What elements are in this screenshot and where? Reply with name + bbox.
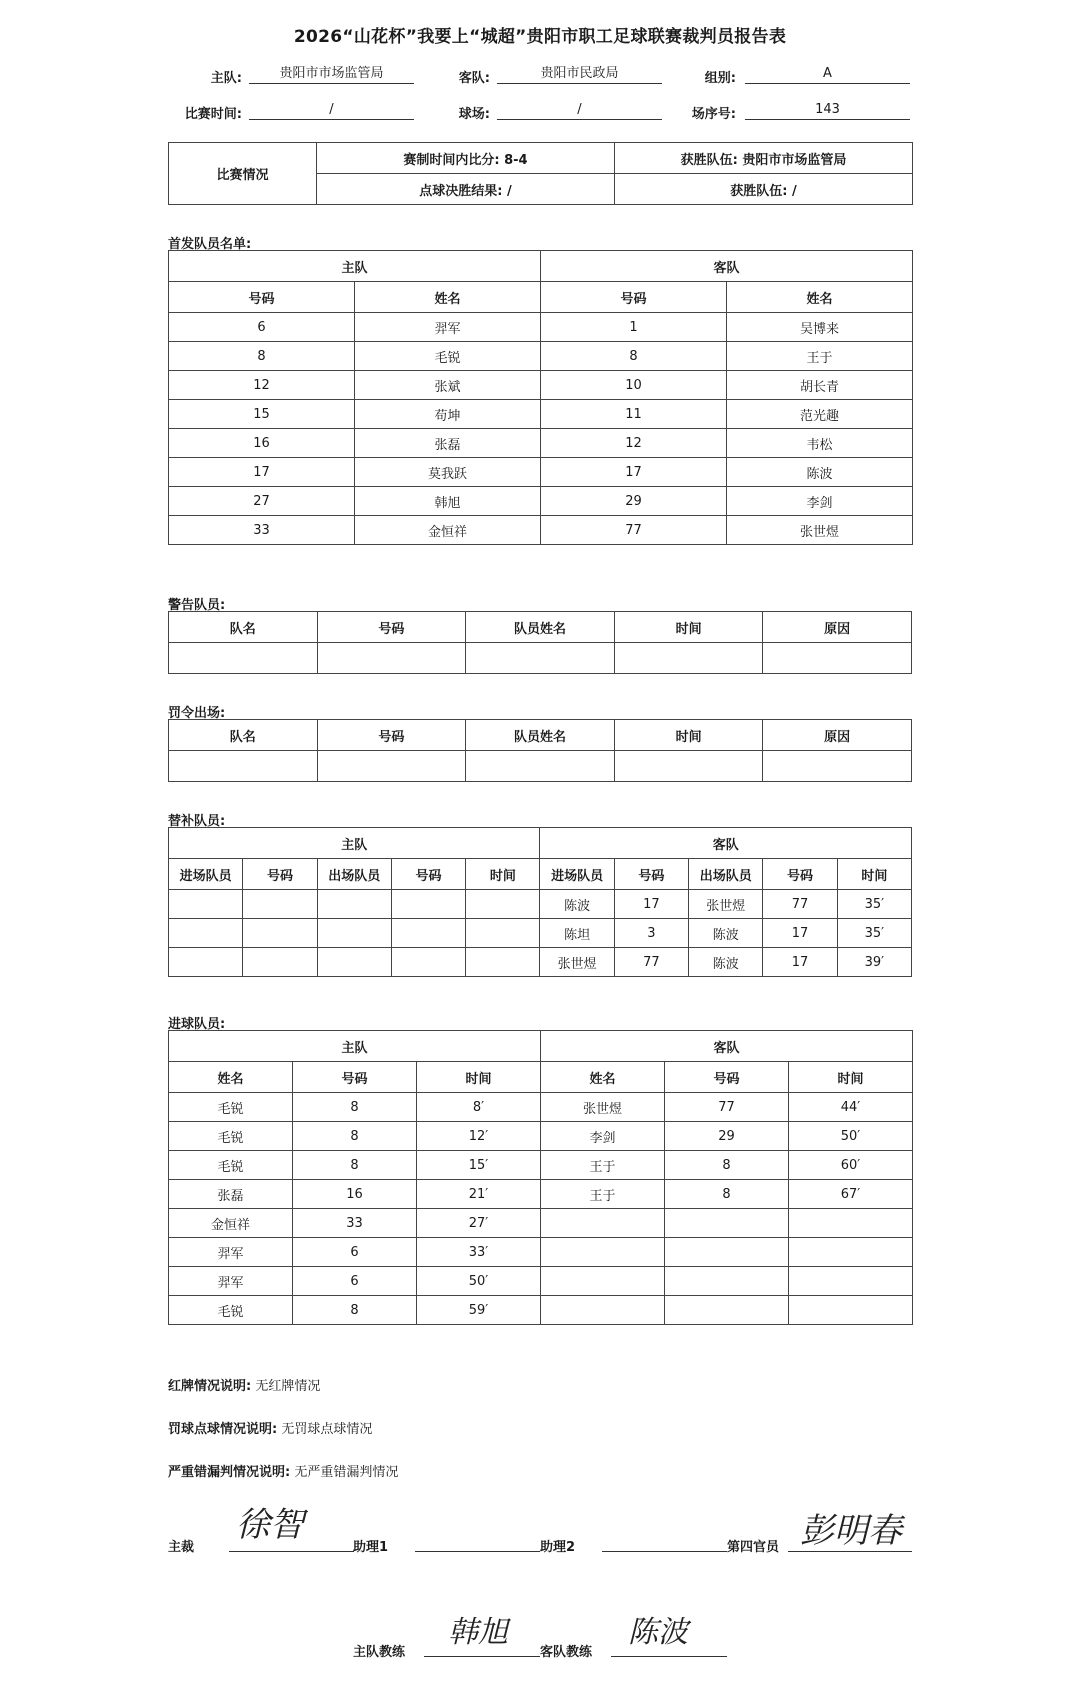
starter-home-name-cell: 韩旭 bbox=[355, 487, 541, 516]
starter-away-no-cell: 12 bbox=[541, 429, 727, 458]
home-team-label: 主队: bbox=[210, 71, 242, 86]
match-result-label: 比赛情况 bbox=[169, 143, 317, 205]
table-row bbox=[169, 1267, 913, 1296]
fourth-official-signature: 彭明春 bbox=[800, 1511, 902, 1551]
sendoffs-empty-row bbox=[169, 751, 912, 782]
table-row bbox=[169, 429, 913, 458]
subs-cell bbox=[169, 919, 243, 948]
subs-cell: 陈坦 bbox=[540, 919, 614, 948]
goals-cell: 王于 bbox=[541, 1151, 665, 1180]
subs-col-header: 时间 bbox=[466, 859, 540, 890]
subs-col-header: 时间 bbox=[837, 859, 911, 890]
goals-cell: 21′ bbox=[417, 1180, 541, 1209]
goals-cell: 毛锐 bbox=[169, 1151, 293, 1180]
home-coach-sign-line bbox=[424, 1656, 540, 1657]
starters-table bbox=[168, 250, 913, 545]
subs-col-header: 出场队员 bbox=[317, 859, 391, 890]
starter-away-no-cell: 8 bbox=[541, 342, 727, 371]
goals-table bbox=[168, 1030, 913, 1325]
winner-cell bbox=[615, 143, 913, 174]
goals-cell: 6 bbox=[293, 1267, 417, 1296]
goals-cell bbox=[541, 1267, 665, 1296]
table-row bbox=[169, 1122, 913, 1151]
subs-cell bbox=[243, 948, 317, 977]
goals-cell: 羿军 bbox=[169, 1267, 293, 1296]
subs-cell: 3 bbox=[614, 919, 688, 948]
warnings-col-header: 队员姓名 bbox=[466, 612, 615, 643]
sendoffs-table bbox=[168, 719, 912, 782]
starter-home-name-cell: 金恒祥 bbox=[355, 516, 541, 545]
subs-cell: 35′ bbox=[837, 890, 911, 919]
ar1-label: 助理1 bbox=[353, 1540, 389, 1555]
match-result-table bbox=[168, 142, 913, 205]
subs-cell bbox=[243, 890, 317, 919]
subs-cell bbox=[169, 948, 243, 977]
starter-away-name-cell: 张世煜 bbox=[727, 516, 913, 545]
table-row bbox=[169, 1296, 913, 1325]
starter-home-no-cell: 27 bbox=[169, 487, 355, 516]
goals-cell: 8 bbox=[293, 1296, 417, 1325]
penalty-note-value: 无罚球点球情况 bbox=[281, 1422, 373, 1437]
starter-home-name-cell: 苟坤 bbox=[355, 400, 541, 429]
table-row bbox=[169, 1093, 913, 1122]
match-time-value: / bbox=[249, 101, 414, 120]
goals-col-header: 号码 bbox=[665, 1062, 789, 1093]
match-number-value: 143 bbox=[745, 101, 910, 120]
goals-cell bbox=[541, 1238, 665, 1267]
sendoffs-col-header: 队员姓名 bbox=[466, 720, 615, 751]
subs-cell bbox=[169, 890, 243, 919]
table-row bbox=[169, 371, 913, 400]
goals-cell: 33 bbox=[293, 1209, 417, 1238]
goals-cell: 15′ bbox=[417, 1151, 541, 1180]
sendoffs-col-header: 号码 bbox=[317, 720, 466, 751]
starters-home-no-header: 号码 bbox=[169, 282, 355, 313]
goals-cell: 6 bbox=[293, 1238, 417, 1267]
starter-home-name-cell: 莫我跃 bbox=[355, 458, 541, 487]
starter-away-no-cell: 11 bbox=[541, 400, 727, 429]
warnings-col-header: 队名 bbox=[169, 612, 318, 643]
penalty-shootout-value: / bbox=[506, 183, 512, 199]
goals-cell bbox=[789, 1209, 913, 1238]
away-coach-sign-line bbox=[611, 1656, 727, 1657]
goals-cell: 50′ bbox=[789, 1122, 913, 1151]
starter-away-name-cell: 范光趣 bbox=[727, 400, 913, 429]
subs-cell bbox=[466, 890, 540, 919]
table-row bbox=[169, 400, 913, 429]
subs-col-header: 号码 bbox=[763, 859, 837, 890]
away-team-value: 贵阳市民政局 bbox=[497, 65, 662, 84]
goals-cell bbox=[665, 1267, 789, 1296]
subs-table bbox=[168, 827, 912, 977]
penalty-note-label: 罚球点球情况说明: bbox=[168, 1422, 278, 1437]
referee-signature: 徐智 bbox=[236, 1505, 304, 1545]
warnings-col-header: 号码 bbox=[317, 612, 466, 643]
table-row bbox=[169, 342, 913, 371]
subs-away-header: 客队 bbox=[540, 828, 912, 859]
starter-away-no-cell: 77 bbox=[541, 516, 727, 545]
goals-cell bbox=[789, 1296, 913, 1325]
subs-col-header: 出场队员 bbox=[689, 859, 763, 890]
warnings-header-row bbox=[169, 612, 912, 643]
starters-rows bbox=[169, 313, 913, 545]
goals-header-row bbox=[169, 1062, 913, 1093]
subs-header-row bbox=[169, 859, 912, 890]
goals-cell: 33′ bbox=[417, 1238, 541, 1267]
goals-cell: 50′ bbox=[417, 1267, 541, 1296]
subs-cell bbox=[317, 890, 391, 919]
subs-home-header: 主队 bbox=[169, 828, 540, 859]
regular-score-label: 赛制时间内比分: bbox=[403, 152, 500, 168]
subs-cell: 77 bbox=[614, 948, 688, 977]
subs-cell bbox=[466, 948, 540, 977]
goals-cell: 毛锐 bbox=[169, 1093, 293, 1122]
starter-home-no-cell: 15 bbox=[169, 400, 355, 429]
starter-away-name-cell: 韦松 bbox=[727, 429, 913, 458]
goals-col-header: 时间 bbox=[789, 1062, 913, 1093]
starter-home-name-cell: 张斌 bbox=[355, 371, 541, 400]
ar2-label: 助理2 bbox=[540, 1540, 576, 1555]
home-team-value: 贵阳市市场监管局 bbox=[249, 65, 414, 84]
goals-cell bbox=[541, 1296, 665, 1325]
error-note bbox=[168, 1461, 398, 1480]
goals-cell: 8 bbox=[665, 1151, 789, 1180]
starter-away-name-cell: 李剑 bbox=[727, 487, 913, 516]
regular-score-value: 8-4 bbox=[504, 152, 528, 168]
starter-home-name-cell: 毛锐 bbox=[355, 342, 541, 371]
subs-cell: 张世煜 bbox=[689, 890, 763, 919]
table-row bbox=[169, 1151, 913, 1180]
starter-home-no-cell: 8 bbox=[169, 342, 355, 371]
goals-cell: 张磊 bbox=[169, 1180, 293, 1209]
subs-section-label: 替补队员: bbox=[168, 814, 226, 829]
winner-label: 获胜队伍: bbox=[680, 152, 738, 168]
goals-cell bbox=[789, 1238, 913, 1267]
subs-cell bbox=[391, 919, 465, 948]
table-row bbox=[169, 948, 912, 977]
goals-cell bbox=[665, 1296, 789, 1325]
table-row bbox=[169, 919, 912, 948]
goals-cell: 60′ bbox=[789, 1151, 913, 1180]
goals-cell: 羿军 bbox=[169, 1238, 293, 1267]
subs-cell bbox=[466, 919, 540, 948]
red-card-label: 红牌情况说明: bbox=[168, 1379, 252, 1394]
subs-col-header: 进场队员 bbox=[540, 859, 614, 890]
red-card-note bbox=[168, 1375, 320, 1394]
starter-home-no-cell: 16 bbox=[169, 429, 355, 458]
goals-cell: 59′ bbox=[417, 1296, 541, 1325]
away-team-label: 客队: bbox=[458, 71, 490, 86]
goals-cell: 李剑 bbox=[541, 1122, 665, 1151]
starters-away-no-header: 号码 bbox=[541, 282, 727, 313]
table-row bbox=[169, 458, 913, 487]
table-row bbox=[169, 487, 913, 516]
table-row bbox=[169, 516, 913, 545]
error-note-label: 严重错漏判情况说明: bbox=[168, 1465, 291, 1480]
starters-section-label: 首发队员名单: bbox=[168, 237, 252, 252]
sendoffs-col-header: 时间 bbox=[614, 720, 763, 751]
sendoffs-col-header: 队名 bbox=[169, 720, 318, 751]
starter-away-name-cell: 吴博来 bbox=[727, 313, 913, 342]
subs-cell: 77 bbox=[763, 890, 837, 919]
home-coach-signature: 韩旭 bbox=[448, 1615, 508, 1650]
goals-cell: 毛锐 bbox=[169, 1296, 293, 1325]
page-title: 2026“山花杯”我要上“城超”贵阳市职工足球联赛裁判员报告表 bbox=[293, 27, 787, 47]
goals-cell: 张世煜 bbox=[541, 1093, 665, 1122]
sendoffs-section-label: 罚令出场: bbox=[168, 706, 226, 721]
starter-home-no-cell: 12 bbox=[169, 371, 355, 400]
table-row bbox=[169, 1209, 913, 1238]
goals-cell bbox=[665, 1238, 789, 1267]
venue-value: / bbox=[497, 101, 662, 120]
subs-cell: 陈波 bbox=[540, 890, 614, 919]
starter-away-no-cell: 17 bbox=[541, 458, 727, 487]
warnings-section-label: 警告队员: bbox=[168, 598, 226, 613]
subs-cell: 陈波 bbox=[689, 919, 763, 948]
subs-col-header: 号码 bbox=[614, 859, 688, 890]
goals-cell: 8 bbox=[293, 1122, 417, 1151]
match-number-label: 场序号: bbox=[691, 107, 736, 122]
subs-cell bbox=[317, 919, 391, 948]
warnings-col-header: 时间 bbox=[614, 612, 763, 643]
regular-score-cell bbox=[317, 143, 615, 174]
goals-cell: 77 bbox=[665, 1093, 789, 1122]
subs-rows bbox=[169, 890, 912, 977]
goals-cell: 44′ bbox=[789, 1093, 913, 1122]
goals-cell: 8 bbox=[665, 1180, 789, 1209]
goals-col-header: 时间 bbox=[417, 1062, 541, 1093]
group-value: A bbox=[745, 65, 910, 84]
starters-away-header: 客队 bbox=[541, 251, 913, 282]
ar2-sign-line bbox=[602, 1551, 727, 1552]
goals-cell: 67′ bbox=[789, 1180, 913, 1209]
penalty-winner-value: / bbox=[791, 183, 797, 199]
goals-cell: 27′ bbox=[417, 1209, 541, 1238]
sendoffs-col-header: 原因 bbox=[763, 720, 912, 751]
starters-home-header: 主队 bbox=[169, 251, 541, 282]
goals-section-label: 进球队员: bbox=[168, 1017, 226, 1032]
subs-cell: 陈波 bbox=[689, 948, 763, 977]
subs-cell: 35′ bbox=[837, 919, 911, 948]
starter-home-name-cell: 羿军 bbox=[355, 313, 541, 342]
goals-col-header: 号码 bbox=[293, 1062, 417, 1093]
group-label: 组别: bbox=[704, 71, 736, 86]
subs-cell: 17 bbox=[614, 890, 688, 919]
red-card-value: 无红牌情况 bbox=[255, 1379, 321, 1394]
subs-cell bbox=[317, 948, 391, 977]
goals-away-header: 客队 bbox=[541, 1031, 913, 1062]
penalty-winner-cell bbox=[615, 174, 913, 205]
subs-cell bbox=[243, 919, 317, 948]
home-coach-label: 主队教练 bbox=[353, 1645, 406, 1660]
warnings-col-header: 原因 bbox=[763, 612, 912, 643]
away-coach-label: 客队教练 bbox=[540, 1645, 593, 1660]
starter-away-name-cell: 陈波 bbox=[727, 458, 913, 487]
starters-away-name-header: 姓名 bbox=[727, 282, 913, 313]
starter-away-no-cell: 10 bbox=[541, 371, 727, 400]
referee-sign-line bbox=[229, 1551, 354, 1552]
referee-label: 主裁 bbox=[168, 1540, 195, 1555]
starter-home-name-cell: 张磊 bbox=[355, 429, 541, 458]
goals-cell: 8′ bbox=[417, 1093, 541, 1122]
goals-cell: 8 bbox=[293, 1093, 417, 1122]
starter-away-no-cell: 1 bbox=[541, 313, 727, 342]
subs-cell: 17 bbox=[763, 948, 837, 977]
warnings-empty-row bbox=[169, 643, 912, 674]
fourth-official-label: 第四官员 bbox=[727, 1540, 780, 1555]
goals-cell: 12′ bbox=[417, 1122, 541, 1151]
goals-col-header: 姓名 bbox=[169, 1062, 293, 1093]
goals-rows bbox=[169, 1093, 913, 1325]
goals-cell: 毛锐 bbox=[169, 1122, 293, 1151]
penalty-shootout-label: 点球决胜结果: bbox=[419, 183, 503, 199]
table-row bbox=[169, 1180, 913, 1209]
ar1-sign-line bbox=[415, 1551, 540, 1552]
table-row bbox=[169, 890, 912, 919]
penalty-note bbox=[168, 1418, 372, 1437]
venue-label: 球场: bbox=[458, 107, 490, 122]
starter-away-no-cell: 29 bbox=[541, 487, 727, 516]
warnings-table bbox=[168, 611, 912, 674]
goals-cell bbox=[789, 1267, 913, 1296]
goals-cell: 29 bbox=[665, 1122, 789, 1151]
match-time-label: 比赛时间: bbox=[184, 107, 242, 122]
error-note-value: 无严重错漏判情况 bbox=[294, 1465, 399, 1480]
starter-home-no-cell: 17 bbox=[169, 458, 355, 487]
starter-away-name-cell: 胡长青 bbox=[727, 371, 913, 400]
penalty-winner-label: 获胜队伍: bbox=[730, 183, 788, 199]
starter-away-name-cell: 王于 bbox=[727, 342, 913, 371]
away-coach-signature: 陈波 bbox=[628, 1615, 688, 1650]
subs-cell: 39′ bbox=[837, 948, 911, 977]
goals-cell: 金恒祥 bbox=[169, 1209, 293, 1238]
winner-value: 贵阳市市场监管局 bbox=[742, 152, 847, 168]
subs-col-header: 号码 bbox=[391, 859, 465, 890]
subs-cell: 17 bbox=[763, 919, 837, 948]
starter-home-no-cell: 33 bbox=[169, 516, 355, 545]
goals-cell: 8 bbox=[293, 1151, 417, 1180]
starters-home-name-header: 姓名 bbox=[355, 282, 541, 313]
subs-col-header: 号码 bbox=[243, 859, 317, 890]
table-row bbox=[169, 313, 913, 342]
table-row bbox=[169, 1238, 913, 1267]
goals-cell bbox=[665, 1209, 789, 1238]
subs-cell bbox=[391, 948, 465, 977]
goals-cell bbox=[541, 1209, 665, 1238]
goals-col-header: 姓名 bbox=[541, 1062, 665, 1093]
goals-cell: 16 bbox=[293, 1180, 417, 1209]
subs-cell bbox=[391, 890, 465, 919]
penalty-shootout-cell bbox=[317, 174, 615, 205]
sendoffs-header-row bbox=[169, 720, 912, 751]
subs-cell: 张世煜 bbox=[540, 948, 614, 977]
goals-cell: 王于 bbox=[541, 1180, 665, 1209]
starter-home-no-cell: 6 bbox=[169, 313, 355, 342]
subs-col-header: 进场队员 bbox=[169, 859, 243, 890]
goals-home-header: 主队 bbox=[169, 1031, 541, 1062]
